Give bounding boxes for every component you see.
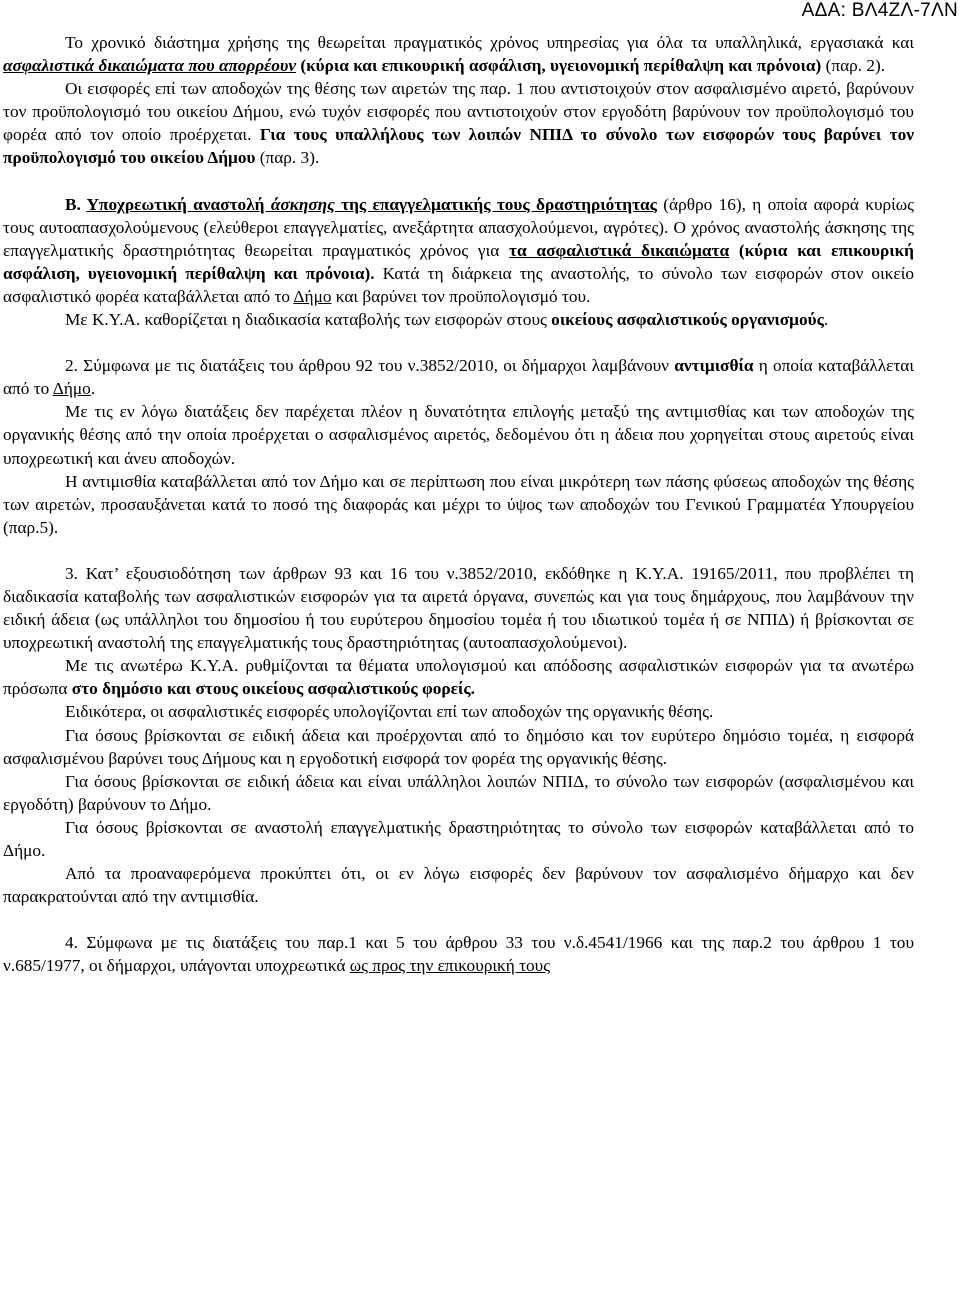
paragraph-2: Οι εισφορές επί των αποδοχών της θέσης των αιρετών της παρ. 1 που αντιστοιχούν στον ασφαλισμένο αιρετό, βαρύνουν τον προϋπολογισμό του οικείου Δήμου, ενώ τυχόν εισφορές που αντιστοιχούν στον εργοδότη βαρύνουν τον προϋπολογισμό του φορέα από τον οποίο προέρχεται. Για τους υπαλλήλους των λοιπών ΝΠΙΔ το σύνολο των εισφορών τους βαρύνει τον προϋπολογισμό του οικείου Δήμου (παρ. 3). <box>3 79 915 168</box>
paragraph-suspension: Για όσους βρίσκονται σε αναστολή επαγγελματικής δραστηριότητας το σύνολο των εισφορών καταβάλλεται από το Δήμο. <box>3 817 914 860</box>
paragraph-1: Το χρονικό διάστημα χρήσης της θεωρείται πραγματικός χρόνος υπηρεσίας για όλα τα υπαλληλικά, εργασιακά και ασφαλιστικά δικαιώματα που απορρέουν (κύρια και επικουρική ασφάλιση, υγειονομική περίθαλψη και πρόνοια) (παρ. 2). <box>3 33 914 76</box>
document-body <box>3 31 914 977</box>
paragraph-2-salary: 2. Σύμφωνα με τις διατάξεις του άρθρου 92 του ν.3852/2010, οι δήμαρχοι λαμβάνουν αντιμισθία η οποία καταβάλλεται από το Δήμο. <box>3 356 914 399</box>
ada-code: ΑΔΑ: ΒΛ4ΖΛ-7ΛΝ <box>801 0 958 21</box>
paragraph-regulations: Με τις ανωτέρω Κ.Υ.Α. ρυθμίζονται τα θέματα υπολογισμού και απόδοσης ασφαλιστικών εισφορών για τα ανωτέρω πρόσωπα στο δημόσιο και στους οικείους ασφαλιστικούς φορείς. <box>3 656 914 699</box>
paragraph-4: 4. Σύμφωνα με τις διατάξεις του παρ.1 και 5 του άρθρου 33 του ν.δ.4541/1966 και της παρ.2 του άρθρου 1 του ν.685/1977, οι δήμαρχοι, υπάγονται υποχρεωτικά ως προς την επικουρική τους <box>3 933 914 976</box>
paragraph-specifically: Ειδικότερα, οι ασφαλιστικές εισφορές υπολογίζονται επί των αποδοχών της οργανικής θέσης. <box>65 702 714 722</box>
paragraph-conclusion: Από τα προαναφερόμενα προκύπτει ότι, οι εν λόγω εισφορές δεν βαρύνουν τον ασφαλισμένο δήμαρχο και δεν παρακρατούνται από την αντιμισθία. <box>3 864 914 907</box>
paragraph-npid: Για όσους βρίσκονται σε ειδική άδεια και είναι υπάλληλοι λοιπών ΝΠΙΔ, το σύνολο των εισφορών (ασφαλισμένου και εργοδότη) βαρύνουν το Δήμο. <box>3 771 914 814</box>
paragraph-provisions: Με τις εν λόγω διατάξεις δεν παρέχεται πλέον η δυνατότητα επιλογής μεταξύ της αντιμισθίας και των αποδοχών της οργανικής θέσης από την οποία προέρχεται ο ασφαλισμένος αιρετός, δεδομένου ότι η άδεια που χορηγείται στους αιρετούς είναι υποχρεωτική και άνευ αποδοχών. <box>3 402 914 468</box>
paragraph-salary-paid: Η αντιμισθία καταβάλλεται από τον Δήμο και σε περίπτωση που είναι μικρότερη των πάσης φύσεως αποδοχών της θέσης των αιρετών, προσαυξάνεται κατά το ποσό της διαφοράς και μέχρι το ύψος των αποδοχών του Γενικού Γραμματέα Υπουργείου (παρ.5). <box>3 471 914 537</box>
paragraph-kya: Με Κ.Υ.Α. καθορίζεται η διαδικασία καταβολής των εισφορών στους οικείους ασφαλιστικούς οργανισμούς. <box>65 310 829 330</box>
paragraph-3-kya: 3. Κατ’ εξουσιοδότηση των άρθρων 93 και 16 του ν.3852/2010, εκδόθηκε η Κ.Υ.Α. 19165/2011, που προβλέπει τη διαδικασία καταβολής των ασφαλιστικών εισφορών για τα αιρετά όργανα, συνεπώς και για τους δημάρχους, που λαμβάνουν την ειδική άδεια (ως υπάλληλοι του δημοσίου ή του ευρύτερου δημοσίου τομέα ή του ιδιωτικού τομέα ή σε ΝΠΙΔ) ή βρίσκονται σε υποχρεωτική αναστολή της επαγγελματικής τους δραστηριότητας (αυτοαπασχολούμενοι). <box>3 563 914 653</box>
paragraph-b: Β. Υποχρεωτική αναστολή άσκησης της επαγγελματικής τους δραστηριότητας (άρθρο 16), η οποία αφορά κυρίως τους αυτοαπασχολούμενους (ελεύθεροι επαγγελματίες, ανεξάρτητα απασχολούμενοι, αγρότες). Ο χρόνος αναστολής άσκησης της επαγγελματικής δραστηριότητας θεωρείται πραγματικός χρόνος για τα ασφαλιστικά δικαιώματα (κύρια και επικουρική ασφάλιση, υγειονομική περίθαλψη και πρόνοια). Κατά τη διάρκεια της αναστολής, το σύνολο των εισφορών στον οικείο ασφαλιστικό φορέα καταβάλλεται από το Δήμο και βαρύνει τον προϋπολογισμό του. <box>3 194 914 306</box>
paragraph-public-sector: Για όσους βρίσκονται σε ειδική άδεια και προέρχονται από το δημόσιο και τον ευρύτερο δημόσιο τομέα, η εισφορά ασφαλισμένου βαρύνει τους Δήμους και η εργοδοτική εισφορά τον φορέα της οργανικής θέσης. <box>3 725 914 768</box>
